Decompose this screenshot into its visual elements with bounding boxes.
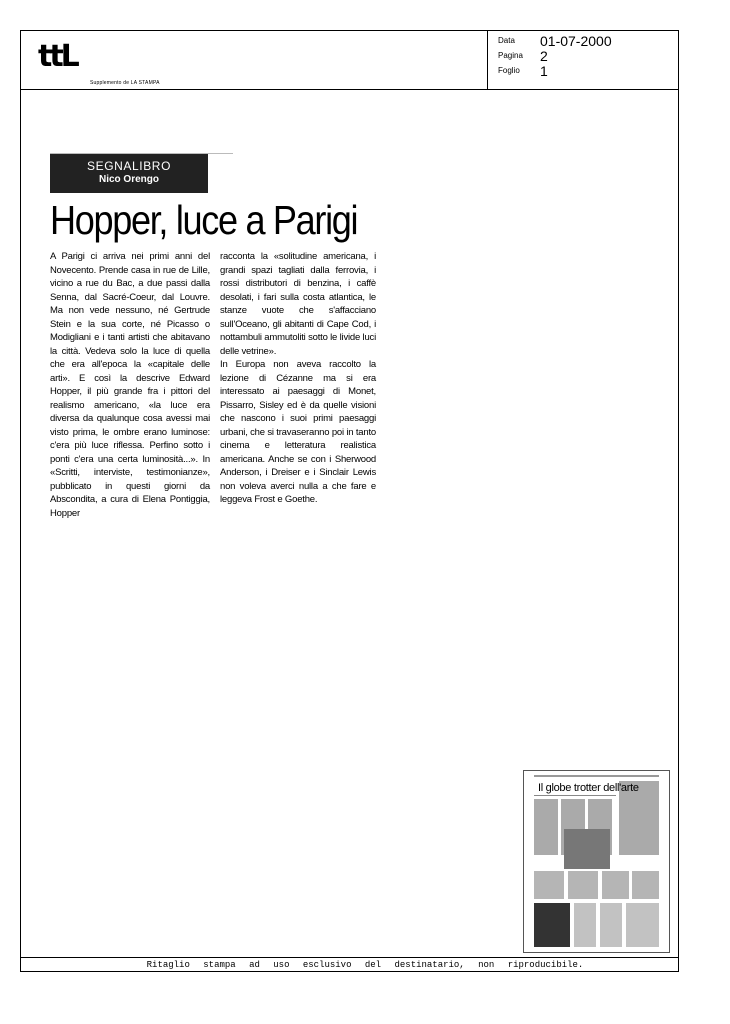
disclaimer: Ritaglio stampa ad uso esclusivo del destinatario, non riproducibile. bbox=[146, 960, 584, 970]
meta-label: Data bbox=[498, 36, 515, 45]
article-paragraph: racconta la «solitudine americana, i grandi spazi tagliati dalla ferrovia, i rossi distributori di benzina, i caffè desolati, i fari sulla costa atlantica, le stanze vuote che s'affacciano sull'Oceano, gli abitanti di Cape Cod, i nottambuli ammutoliti sotto le livide luci delle vetrine». bbox=[220, 251, 376, 357]
article-paragraph: A Parigi ci arriva nei primi anni del Novecento. Prende casa in rue de Lille, vicino a rue du Bac, a due passi dalla Senna, dal Sacré-Coeur, dal Louvre. Ma non vede nessuno, né Gertrude Stein e la sua corte, né Picasso o Modigliani e i tanti artisti che abitavano la città. Vedeva solo la luce di quella che era all'epoca la «capitale delle arti». E così la descrive Edward Hopper, il più grande fra i pittori del realismo americano, «la luce era diversa da qualunque cosa avessi mai visto prima, le ombre erano luminose: c'era più luce riflessa. Perfino sotto i ponti c'era una certa luminosità...». In «Scritti, interviste, testimonianze», pubblicato in questi giorni da Abscondita, a cura di Elena Pontiggia, Hopper bbox=[50, 251, 210, 519]
meta-row-page bbox=[498, 48, 678, 63]
newspaper-logo: ttL bbox=[38, 39, 77, 74]
meta-label: Foglio bbox=[498, 66, 520, 75]
article-headline: Hopper, luce a Parigi bbox=[50, 197, 358, 243]
article-column-1 bbox=[50, 250, 210, 520]
meta-value: 2 bbox=[540, 47, 548, 64]
meta-row-date bbox=[498, 33, 678, 48]
supplement-label: Supplemento de LA STAMPA bbox=[90, 80, 160, 86]
meta-row-sheet bbox=[498, 63, 678, 78]
meta-value: 1 bbox=[540, 62, 548, 79]
meta-value: 01-07-2000 bbox=[540, 32, 612, 49]
meta-label: Pagina bbox=[498, 51, 523, 60]
thumbnail-page-icon bbox=[524, 771, 669, 952]
section-title: SEGNALIBRO bbox=[86, 159, 172, 173]
thumbnail-title: Il globe trotter dell'arte bbox=[538, 782, 639, 794]
article-paragraph: In Europa non aveva raccolto la lezione di Cézanne ma si era interessato ai paesaggi di Monet, Pissarro, Sisley ed è da quelle visioni che nascono i suoi primi paesaggi urbani, che si travaseranno poi in tanto cinema e letteratura realistica americana. Anche se con i Sherwood Anderson, i Dreiser e i Sinclair Lewis non voleva averci nulla a che fare e leggeva Frost e Goethe. bbox=[220, 359, 376, 505]
meta-table bbox=[498, 33, 678, 78]
article-column-2 bbox=[220, 250, 376, 507]
author-name: Nico Orengo bbox=[98, 174, 159, 185]
page-thumbnail bbox=[523, 770, 670, 953]
section-label bbox=[50, 154, 208, 193]
